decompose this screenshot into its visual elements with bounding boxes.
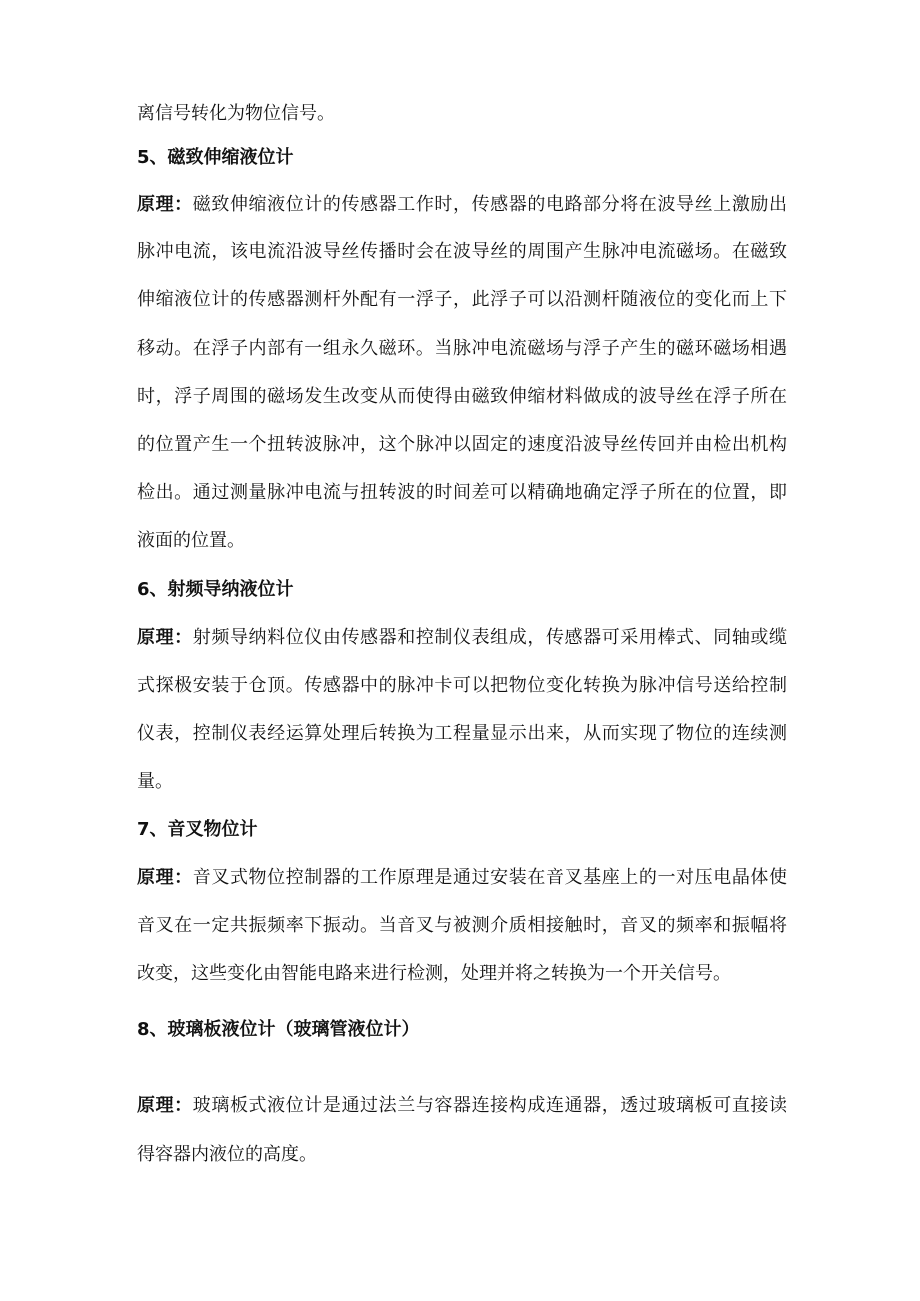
section-heading: 5、磁致伸缩液位计	[137, 147, 294, 168]
paragraph-line: 液面的位置。	[137, 530, 245, 551]
paragraph-line: 的位置产生一个扭转波脉冲，这个脉冲以固定的速度沿波导丝传回并由检出机构	[137, 434, 787, 455]
principle-label: 原理：	[137, 627, 193, 648]
paragraph-line: 得容器内液位的高度。	[137, 1144, 317, 1165]
paragraph-line: 改变，这些变化由智能电路来进行检测，处理并将之转换为一个开关信号。	[137, 963, 731, 984]
principle-label: 原理：	[137, 1095, 193, 1116]
section-heading: 6、射频导纳液位计	[137, 579, 294, 600]
paragraph-line: 仪表，控制仪表经运算处理后转换为工程量显示出来，从而实现了物位的连续测	[137, 723, 787, 744]
paragraph-line: 原理：磁致伸缩液位计的传感器工作时，传感器的电路部分将在波导丝上激励出	[137, 194, 787, 215]
paragraph-line: 原理：音叉式物位控制器的工作原理是通过安装在音叉基座上的一对压电晶体使	[137, 867, 787, 888]
section-heading: 7、音叉物位计	[137, 819, 258, 840]
paragraph-line: 移动。在浮子内部有一组永久磁环。当脉冲电流磁场与浮子产生的磁环磁场相遇	[137, 338, 787, 359]
paragraph-line: 脉冲电流，该电流沿波导丝传播时会在波导丝的周围产生脉冲电流磁场。在磁致	[137, 241, 787, 262]
paragraph-line: 原理：玻璃板式液位计是通过法兰与容器连接构成连通器，透过玻璃板可直接读	[137, 1095, 787, 1116]
principle-label: 原理：	[137, 194, 193, 215]
intro-text: 离信号转化为物位信号。	[137, 103, 335, 124]
paragraph-line: 原理：射频导纳料位仪由传感器和控制仪表组成，传感器可采用棒式、同轴或缆	[137, 627, 787, 648]
paragraph-line: 音叉在一定共振频率下振动。当音叉与被测介质相接触时，音叉的频率和振幅将	[137, 915, 787, 936]
paragraph-line: 量。	[137, 771, 173, 792]
paragraph-line: 检出。通过测量脉冲电流与扭转波的时间差可以精确地确定浮子所在的位置，即	[137, 482, 787, 503]
paragraph-line: 时，浮子周围的磁场发生改变从而使得由磁致伸缩材料做成的波导丝在浮子所在	[137, 386, 787, 407]
paragraph-line: 式探极安装于仓顶。传感器中的脉冲卡可以把物位变化转换为脉冲信号送给控制	[137, 675, 787, 696]
principle-label: 原理：	[137, 867, 193, 888]
section-heading: 8、玻璃板液位计（玻璃管液位计）	[137, 1019, 420, 1040]
paragraph-line: 伸缩液位计的传感器测杆外配有一浮子，此浮子可以沿测杆随液位的变化而上下	[137, 289, 787, 310]
